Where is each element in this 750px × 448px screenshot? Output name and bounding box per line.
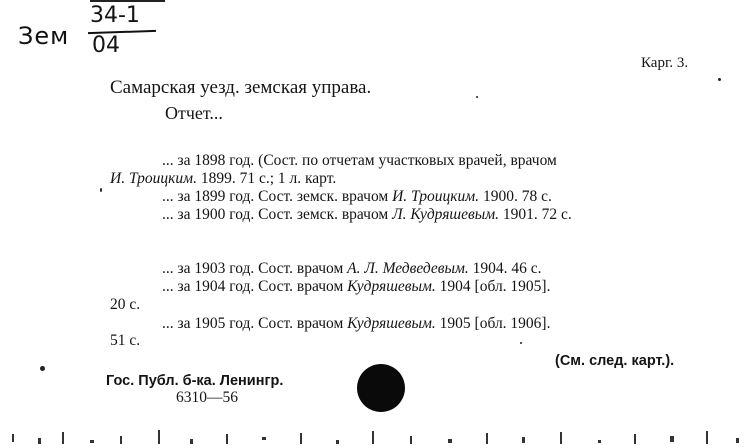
card-number: Карг. 3. bbox=[641, 55, 689, 71]
entry-1900 bbox=[162, 206, 572, 224]
entry-1899-author: И. Троицким. bbox=[392, 188, 480, 205]
entry-1899-imprint: 1900. 78 с. bbox=[479, 188, 552, 205]
handwritten-prefix: Зем bbox=[18, 22, 70, 50]
entry-1905-pages: 51 с. bbox=[110, 332, 141, 349]
scan-speck bbox=[520, 342, 522, 344]
entry-1899 bbox=[162, 188, 552, 206]
entry-1903 bbox=[162, 260, 542, 278]
entry-1898-author: И. Троицким. bbox=[110, 170, 197, 187]
card-title: Самарская уезд. земская управа. bbox=[110, 77, 372, 98]
entry-1898-imprint: 1899. 71 с.; 1 л. карт. bbox=[196, 170, 337, 187]
handwritten-denominator: 04 bbox=[92, 33, 120, 58]
scan-speck bbox=[100, 188, 102, 192]
entry-1904-author: Кудряшевым. bbox=[347, 278, 436, 295]
entry-1898-line2 bbox=[110, 170, 336, 188]
punch-hole bbox=[357, 364, 405, 412]
scan-noise-strip bbox=[0, 424, 750, 448]
entry-1904 bbox=[162, 278, 550, 296]
entry-1905-text: ... за 1905 год. Сост. врачом bbox=[162, 315, 348, 332]
entry-1905-author: Кудряшевым. bbox=[347, 315, 436, 332]
card-subtitle: Отчет... bbox=[165, 103, 223, 123]
entry-1905-imprint: 1905 [обл. 1906]. bbox=[435, 315, 551, 332]
entry-1903-imprint: 1904. 46 с. bbox=[468, 260, 542, 277]
entry-1904-pages: 20 с. bbox=[110, 296, 141, 313]
library-stamp: Гос. Публ. б-ка. Ленингр. bbox=[106, 373, 284, 389]
handwritten-numerator: 34-1 bbox=[90, 3, 140, 28]
entry-1905 bbox=[162, 315, 550, 333]
entry-1900-imprint: 1901. 72 с. bbox=[498, 206, 572, 223]
see-next-card: (См. след. карт.). bbox=[555, 353, 675, 369]
entry-1898-line1: ... за 1898 год. (Сост. по отчетам участковых врачей, врачом bbox=[162, 152, 557, 169]
scan-speck bbox=[476, 96, 478, 98]
shelfmark: 6310—56 bbox=[176, 389, 238, 406]
entry-1904-imprint: 1904 [обл. 1905]. bbox=[435, 278, 551, 295]
entry-1900-author: Л. Кудряшевым. bbox=[392, 206, 499, 223]
entry-1903-author: А. Л. Медведевым. bbox=[347, 260, 469, 277]
entry-1903-text: ... за 1903 год. Сост. врачом bbox=[162, 260, 348, 277]
entry-1900-text: ... за 1900 год. Сост. земск. врачом bbox=[162, 206, 393, 223]
entry-1904-text: ... за 1904 год. Сост. врачом bbox=[162, 278, 348, 295]
entry-1899-text: ... за 1899 год. Сост. земск. врачом bbox=[162, 188, 393, 205]
scan-speck bbox=[40, 366, 45, 371]
scan-speck bbox=[718, 78, 721, 81]
top-rule bbox=[90, 0, 165, 2]
